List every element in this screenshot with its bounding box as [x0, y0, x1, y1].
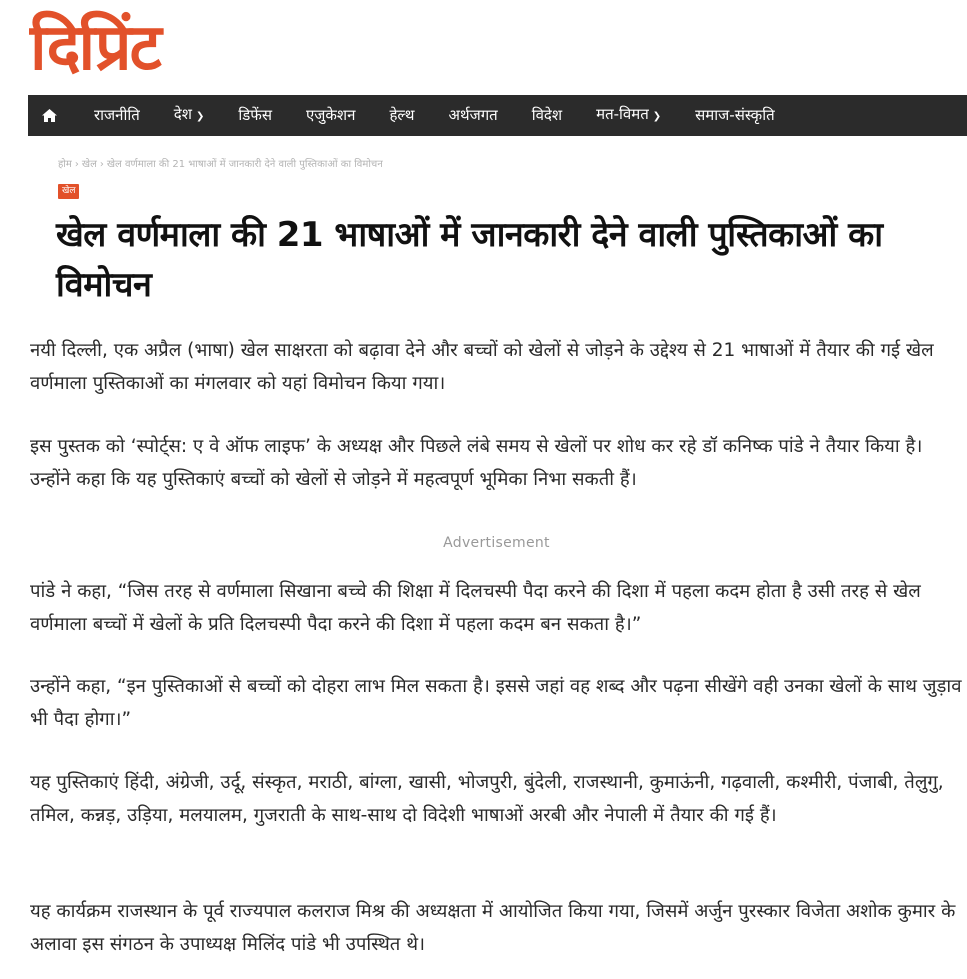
article-paragraph: पांडे ने कहा, “जिस तरह से वर्णमाला सिखाना बच्चे की शिक्षा में दिलचस्पी पैदा करने की दिशा में पहला कदम होता है उसी तरह से खेल वर्णमाला बच्चों में खेलों के प्रति दिलचस्पी पैदा करने की दिशा में पहला कदम बन सकता है।” — [30, 581, 921, 635]
article-paragraph: नयी दिल्ली, एक अप्रैल (भाषा) खेल साक्षरता को बढ़ावा देने और बच्चों को खेलों से जोड़ने के उद्देश्य से 21 भाषाओं में तैयार की गई खेल वर्णमाला पुस्तिकाओं का मंगलवार को यहां विमोचन किया गया। — [30, 340, 934, 394]
nav-item-health[interactable] — [372, 95, 431, 136]
nav-item-opinion[interactable] — [579, 94, 678, 137]
nav-item-label: देश — [173, 105, 192, 123]
chevron-down-icon: ❯ — [195, 111, 205, 122]
nav-item-society-culture[interactable] — [678, 95, 791, 136]
nav-item-country[interactable] — [157, 94, 222, 137]
home-icon[interactable] — [28, 95, 77, 136]
nav-item-politics[interactable] — [77, 95, 157, 136]
nav-item-world[interactable] — [515, 95, 579, 136]
breadcrumb-section-link[interactable]: खेल — [81, 159, 97, 170]
breadcrumb — [58, 156, 383, 170]
nav-item-label: समाज-संस्कृति — [695, 106, 775, 124]
breadcrumb-current: खेल वर्णमाला की 21 भाषाओं में जानकारी देने वाली पुस्तिकाओं का विमोचन — [106, 159, 383, 170]
nav-item-label: मत-विमत — [596, 105, 649, 123]
site-logo[interactable]: दिप्रिंट — [30, 11, 160, 85]
article-paragraph: यह पुस्तिकाएं हिंदी, अंग्रेजी, उर्दू, संस्कृत, मराठी, बांग्ला, खासी, भोजपुरी, बुंदेली, राजस्थानी, कुमाऊंनी, गढ़वाली, कश्मीरी, पंजाबी, तेलुगु, तमिल, कन्नड़, उड़िया, मलयालम, गुजराती के साथ-साथ दो विदेशी भाषाओं अरबी और नेपाली में तैयार की गई हैं। — [30, 772, 944, 826]
nav-item-label: विदेश — [531, 106, 563, 124]
nav-item-label: हेल्थ — [389, 106, 415, 124]
category-badge[interactable]: खेल — [58, 184, 79, 199]
nav-item-label: डिफेंस — [238, 106, 272, 124]
breadcrumb-separator: › — [99, 159, 104, 170]
breadcrumb-separator: › — [74, 159, 79, 170]
main-nav — [28, 95, 967, 136]
article-paragraph: उन्होंने कहा, “इन पुस्तिकाओं से बच्चों को दोहरा लाभ मिल सकता है। इससे जहां वह शब्द और पढ़ना सीखेंगे वही उनका खेलों के साथ जुड़ाव भी पैदा होगा।” — [30, 676, 962, 730]
nav-item-education[interactable] — [289, 95, 372, 136]
article-paragraph: इस पुस्तक को ‘स्पोर्ट्स: ए वे ऑफ लाइफ’ के अध्यक्ष और पिछले लंबे समय से खेलों पर शोध कर रहे डॉ कनिष्क पांडे ने तैयार किया है। उन्होंने कहा कि यह पुस्तिकाएं बच्चों को खेलों से जोड़ने में महत्वपूर्ण भूमिका निभा सकती हैं। — [30, 436, 923, 490]
advertisement-label: Advertisement — [443, 535, 550, 551]
nav-item-label: अर्थजगत — [448, 106, 498, 124]
nav-item-economy[interactable] — [432, 95, 515, 136]
article-paragraph: यह कार्यक्रम राजस्थान के पूर्व राज्यपाल कलराज मिश्र की अध्यक्षता में आयोजित किया गया, जिसमें अर्जुन पुरस्कार विजेता अशोक कुमार के अलावा इस संगठन के उपाध्यक्ष मिलिंद पांडे भी उपस्थित थे। — [30, 901, 956, 955]
article-title: खेल वर्णमाला की 21 भाषाओं में जानकारी देने वाली पुस्तिकाओं का विमोचन — [56, 215, 883, 305]
breadcrumb-home-link[interactable]: होम — [58, 159, 72, 170]
nav-item-defence[interactable] — [221, 95, 289, 136]
chevron-down-icon: ❯ — [652, 111, 662, 122]
nav-item-label: एजुकेशन — [305, 106, 356, 124]
nav-item-label: राजनीति — [94, 106, 140, 124]
